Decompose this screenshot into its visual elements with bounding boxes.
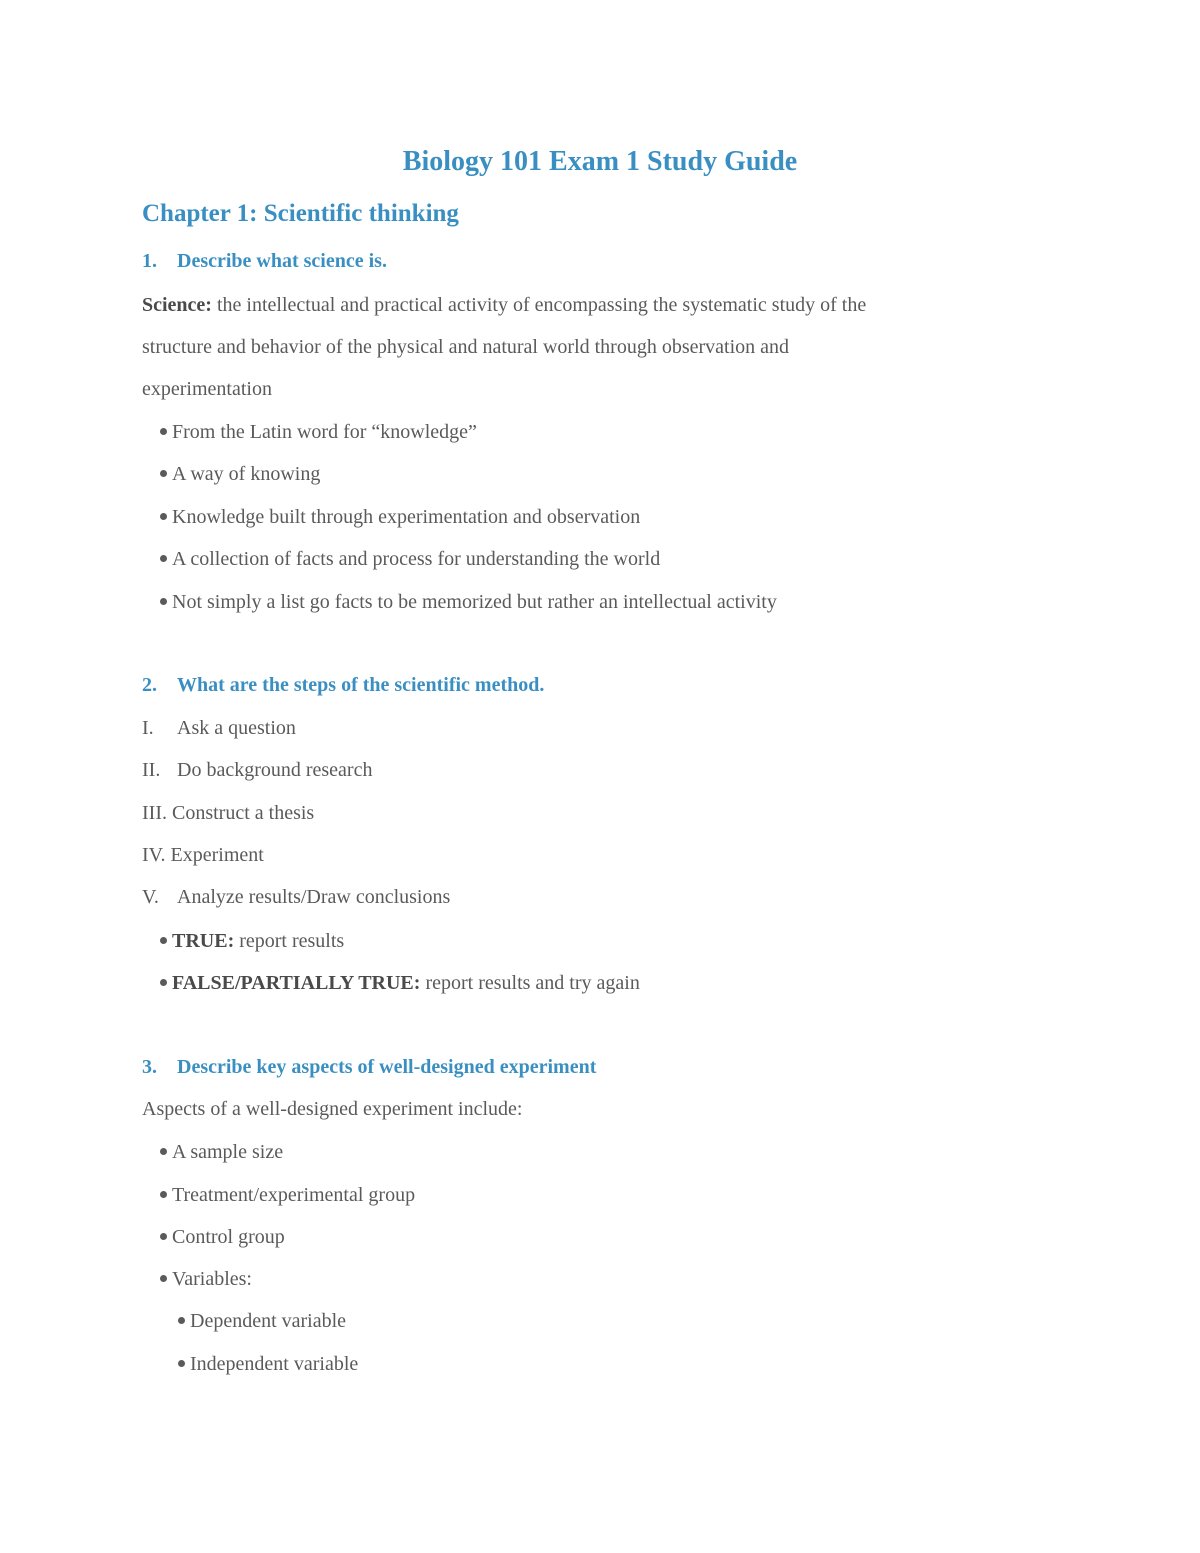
list-item: TRUE: report results (160, 926, 344, 956)
list-item: Not simply a list go facts to be memorized but rather an intellectual activity (160, 587, 777, 617)
bullet-icon (178, 1360, 185, 1367)
list-item: Control group (160, 1222, 285, 1252)
question-1-heading (142, 246, 387, 276)
list-item: Treatment/experimental group (160, 1180, 415, 1210)
question-number: 2. (142, 674, 157, 696)
definition-term: Science: (142, 294, 212, 316)
bullet-icon (160, 1233, 167, 1240)
bullet-icon (160, 1148, 167, 1155)
method-step: I. Ask a question (142, 717, 296, 739)
list-item: A sample size (160, 1137, 283, 1167)
document-title: Biology 101 Exam 1 Study Guide (402, 146, 798, 177)
question-text: Describe key aspects of well-designed experiment (177, 1056, 597, 1078)
method-step: III. Construct a thesis (142, 802, 315, 824)
list-item: Knowledge built through experimentation and observation (160, 502, 640, 532)
question-number: 1. (142, 250, 157, 272)
definition-line: structure and behavior of the physical and natural world through observation and (142, 336, 790, 358)
bullet-icon (160, 1275, 167, 1282)
bullet-icon (160, 1191, 167, 1198)
bullet-icon (160, 555, 167, 562)
definition-line (142, 290, 866, 320)
bullet-icon (160, 428, 167, 435)
list-item: FALSE/PARTIALLY TRUE: report results and try again (160, 968, 640, 998)
list-item: From the Latin word for “knowledge” (160, 417, 477, 447)
bullet-icon (160, 979, 167, 986)
list-item: A collection of facts and process for understanding the world (160, 544, 660, 574)
sub-list-item: Independent variable (178, 1349, 358, 1379)
list-item: A way of knowing (160, 459, 320, 489)
question-text: Describe what science is. (177, 250, 387, 272)
bullet-icon (160, 470, 167, 477)
bullet-icon (160, 513, 167, 520)
bullet-icon (160, 598, 167, 605)
sub-list-item: Dependent variable (178, 1306, 346, 1336)
question-2-heading (142, 670, 544, 700)
question-3-heading (142, 1052, 596, 1082)
definition-text: the intellectual and practical activity of encompassing the systematic study of the (211, 294, 867, 316)
list-item: Variables: (160, 1264, 252, 1294)
method-step: IV. Experiment (142, 844, 264, 866)
chapter-heading: Chapter 1: Scientific thinking (142, 200, 459, 227)
method-step: V. Analyze results/Draw conclusions (142, 886, 451, 908)
question-text: What are the steps of the scientific method. (177, 674, 545, 696)
definition-line: experimentation (142, 378, 272, 400)
intro-text: Aspects of a well-designed experiment include: (142, 1098, 523, 1120)
bullet-icon (160, 937, 167, 944)
bullet-icon (178, 1317, 185, 1324)
method-step: II. Do background research (142, 759, 373, 781)
question-number: 3. (142, 1056, 157, 1078)
